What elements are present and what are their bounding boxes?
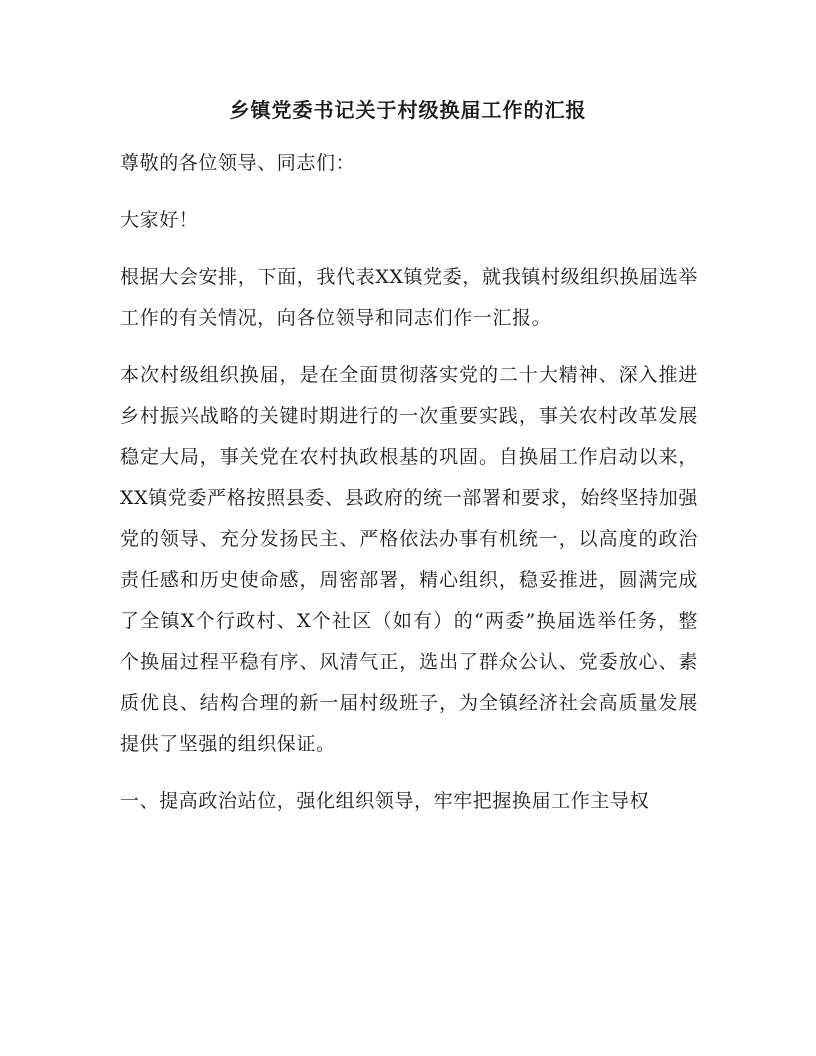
greeting: 大家好！ <box>120 209 199 231</box>
paragraph-intro: 根据大会安排，下面，我代表XX镇党委，就我镇村级组织换届选举工作的有关情况，向各位领导和同志们作一汇报。 <box>120 266 698 329</box>
salutation: 尊敬的各位领导、同志们： <box>120 152 356 174</box>
document-title: 乡镇党委书记关于村级换届工作的汇报 <box>229 98 587 122</box>
section-heading: 一、提高政治站位，强化组织领导，牢牢把握换届工作主导权 <box>120 790 650 812</box>
document-body <box>120 143 698 838</box>
paragraph-overview: 本次村级组织换届，是在全面贯彻落实党的二十大精神、深入推进乡村振兴战略的关键时期进行的一次重要实践，事关农村改革发展稳定大局，事关党在农村执政根基的巩固。自换届工作启动以来，XX镇党委严格按照县委、县政府的统一部署和要求，始终坚持加强党的领导、充分发扬民主、严格依法办事有机统一，以高度的政治责任感和历史使命感，周密部署，精心组织，稳妥推进，圆满完成了全镇X个行政村、X个社区（如有）的“两委”换届选举任务，整个换届过程平稳有序、风清气正，选出了群众公认、党委放心、素质优良、结构合理的新一届村级班子，为全镇经济社会高质量发展提供了坚强的组织保证。 <box>120 364 698 755</box>
